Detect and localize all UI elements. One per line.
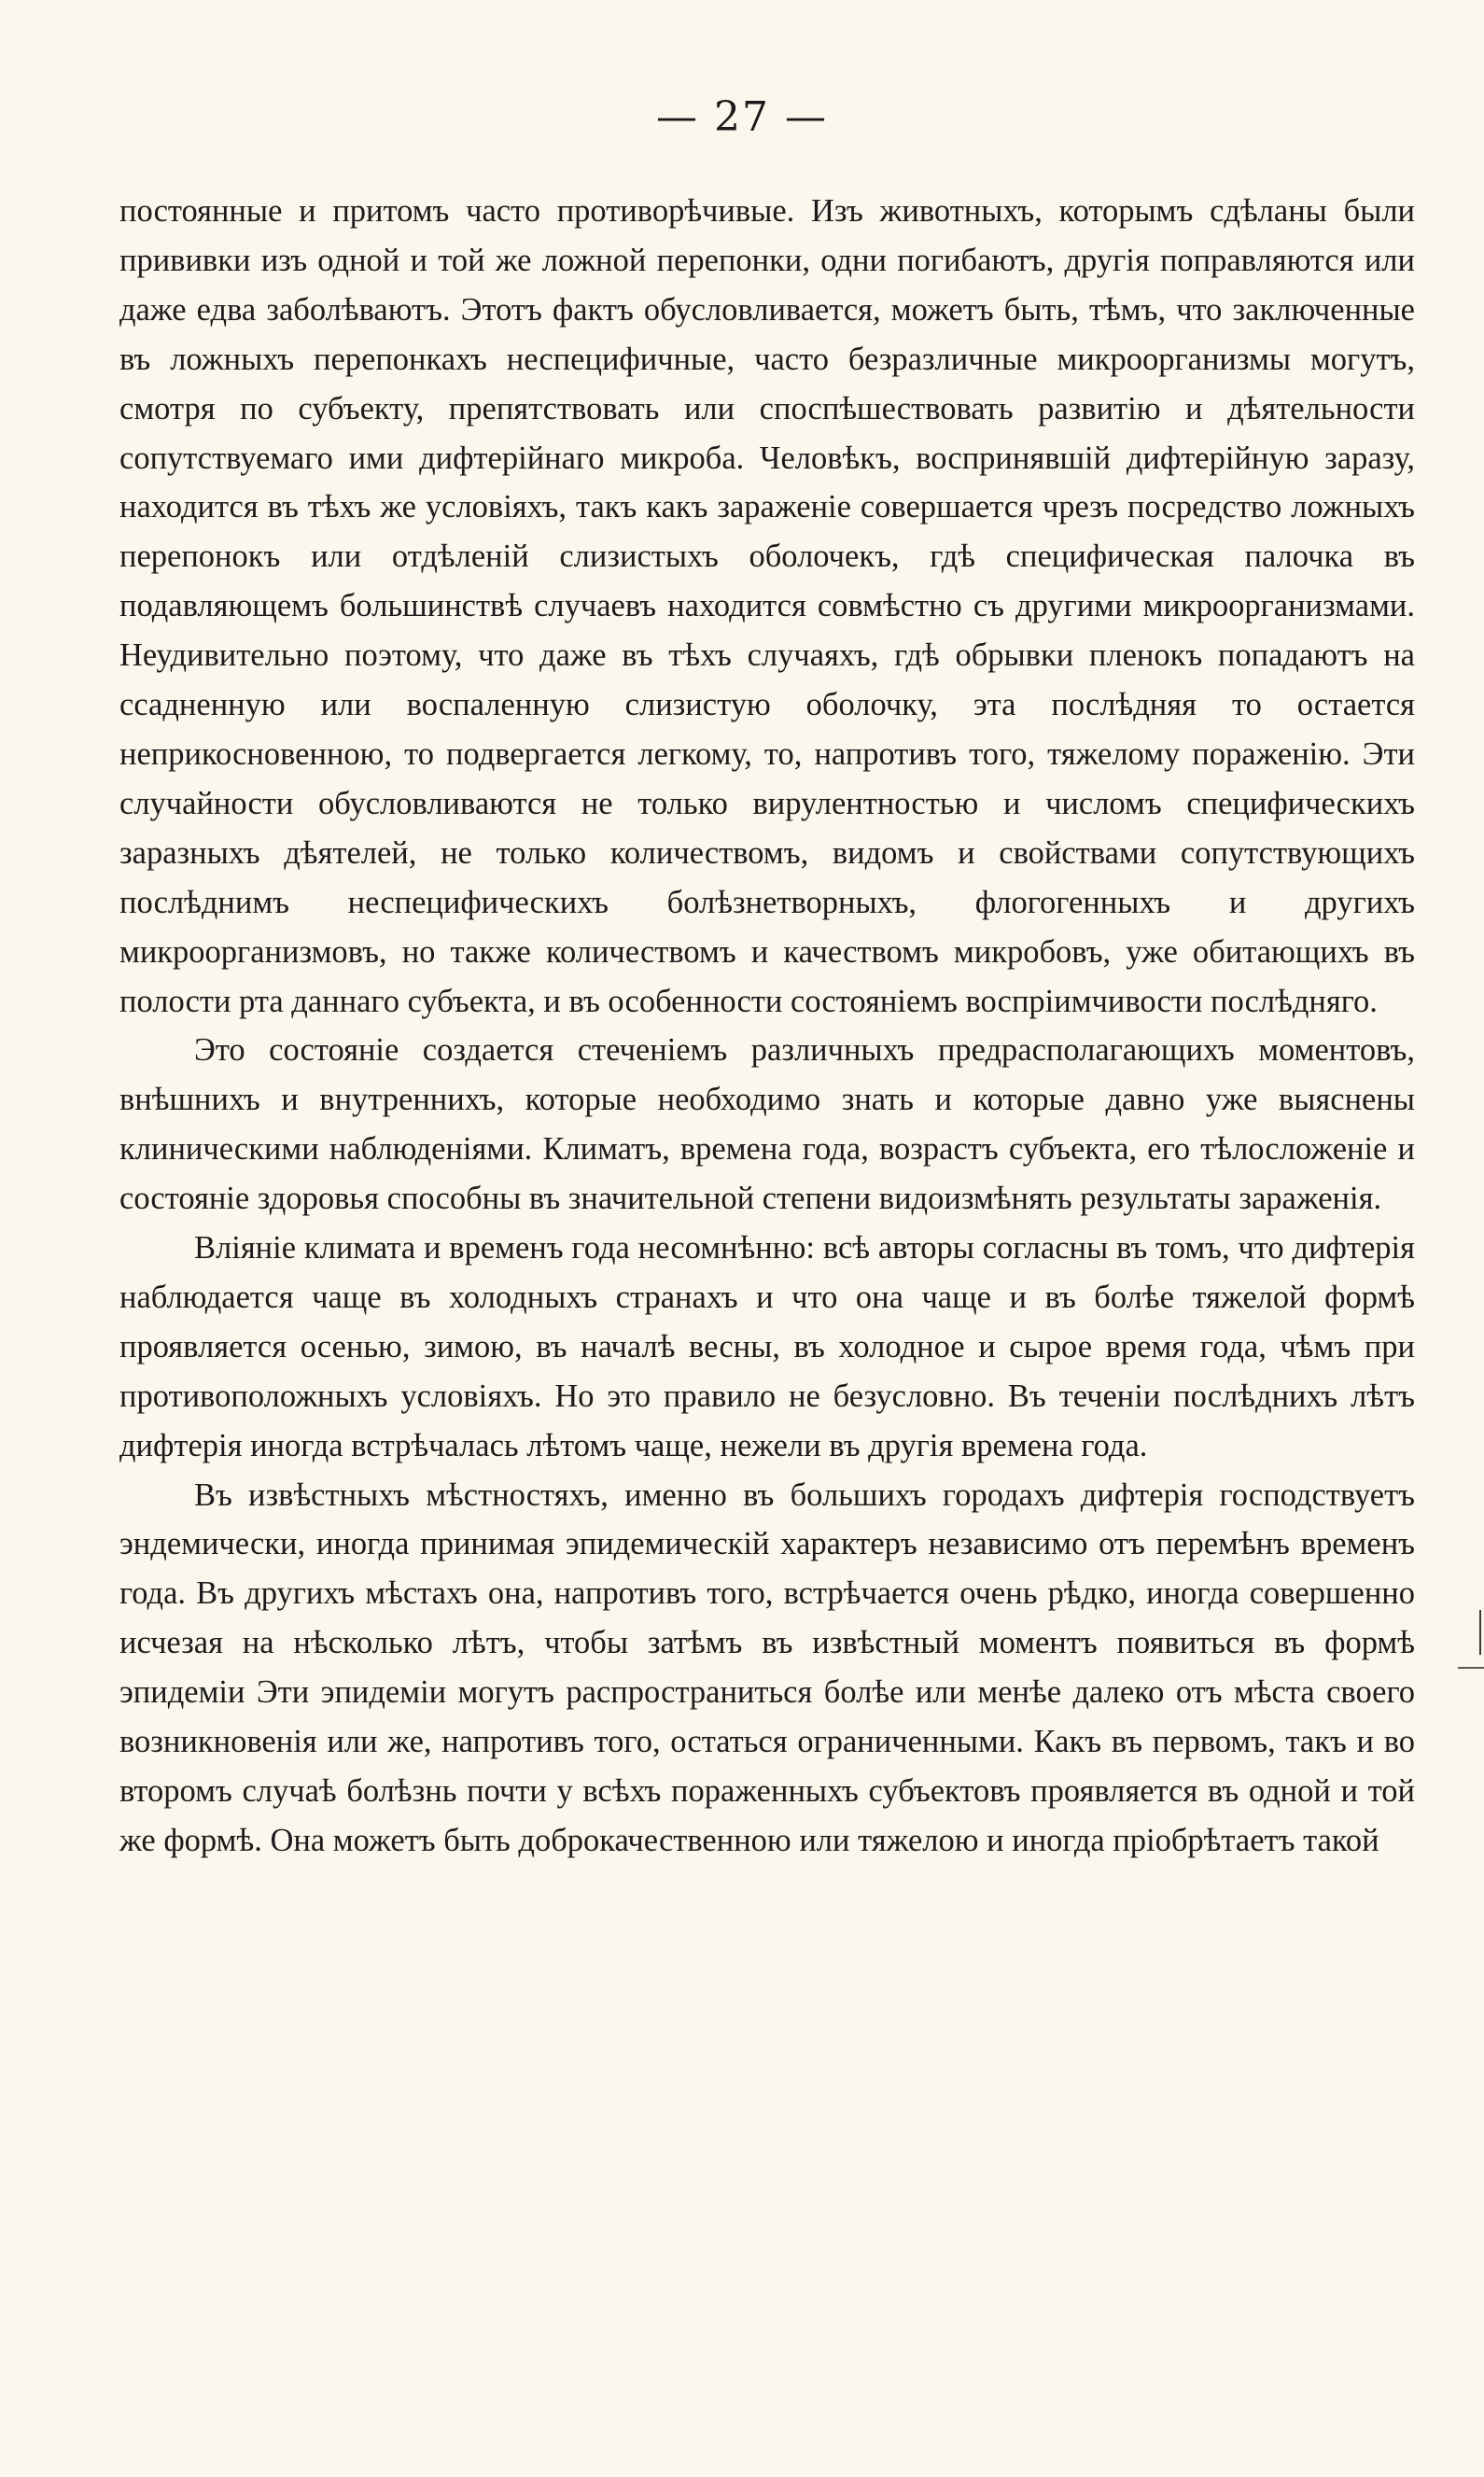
margin-mark — [1479, 1610, 1481, 1655]
paragraph-4: Въ извѣстныхъ мѣстностяхъ, именно въ большихъ городахъ дифтерія господствуетъ эндемически, иногда принимая эпидемическій характеръ независимо отъ перемѣнъ временъ года. Въ другихъ мѣстахъ она, напротивъ того, встрѣчается очень рѣдко, иногда совершенно исчезая на нѣсколько лѣтъ, чтобы затѣмъ въ извѣстный моментъ появиться въ формѣ эпидеміи Эти эпидеміи могутъ распространиться болѣе или менѣе далеко отъ мѣста своего возникновенія или же, напротивъ того, остаться ограниченными. Какъ въ первомъ, такъ и во второмъ случаѣ болѣзнь почти у всѣхъ пораженныхъ субъектовъ проявляется въ одной и той же формѣ. Она можетъ быть доброкачественною или тяжелою и иногда пріобрѣтаетъ такой — [119, 1476, 1415, 1858]
margin-dash — [1458, 1667, 1484, 1669]
paragraph-3: Вліяніе климата и временъ года несомнѣнно: всѣ авторы согласны въ томъ, что дифтерія наблюдается чаще въ холодныхъ странахъ и что она чаще и въ болѣе тяжелой формѣ проявляется осенью, зимою, въ началѣ весны, въ холодное и сырое время года, чѣмъ при противоположныхъ условіяхъ. Но это правило не безусловно. Въ теченіи послѣднихъ лѣтъ дифтерія иногда встрѣчалась лѣтомъ чаще, нежели въ другія времена года. — [119, 1230, 1415, 1463]
body-text — [119, 187, 1415, 1866]
page-number: — 27 — — [656, 93, 828, 141]
paragraph-2: Это состояніе создается стеченіемъ различныхъ предрасполагающихъ моментовъ, внѣшнихъ и внутреннихъ, которые необходимо знать и которые давно уже выяснены клиническими наблюденіями. Климатъ, времена года, возрастъ субъекта, его тѣлосложеніе и состояніе здоровья способны въ значительной степени видоизмѣнять результаты зараженія. — [119, 1032, 1415, 1217]
paragraph-1: постоянные и притомъ часто противорѣчивые. Изъ животныхъ, которымъ сдѣланы были прививки изъ одной и той же ложной перепонки, одни погибаютъ, другія поправляются или даже едва заболѣваютъ. Этотъ фактъ обусловливается, можетъ быть, тѣмъ, что заключенные въ ложныхъ перепонкахъ неспецифичные, часто безразличные микроорганизмы могутъ, смотря по субъекту, препятствовать или споспѣшествовать развитію и дѣятельности сопутствуемаго ими дифтерійнаго микроба. Человѣкъ, воспринявшій дифтерійную заразу, находится въ тѣхъ же условіяхъ, такъ какъ зараженіе совершается чрезъ посредство ложныхъ перепонокъ или отдѣленій слизистыхъ оболочекъ, гдѣ специфическая палочка въ подавляющемъ большинствѣ случаевъ находится совмѣстно съ другими микроорганизмами. Неудивительно поэтому, что даже въ тѣхъ случаяхъ, гдѣ обрывки пленокъ попадаютъ на ссадненную или воспаленную слизистую оболочку, эта послѣдняя то остается неприкосновенною, то подвергается легкому, то, напротивъ того, тяжелому пораженію. Эти случайности обусловливаются не только вирулентностью и числомъ специфическихъ заразныхъ дѣятелей, не только количествомъ, видомъ и свойствами сопутствующихъ послѣднимъ неспецифическихъ болѣзнетворныхъ, флогогенныхъ и другихъ микроорганизмовъ, но также количествомъ и качествомъ микробовъ, уже обитающихъ въ полости рта даннаго субъекта, и въ особенности состояніемъ воспріимчивости послѣдняго. — [119, 193, 1415, 1019]
